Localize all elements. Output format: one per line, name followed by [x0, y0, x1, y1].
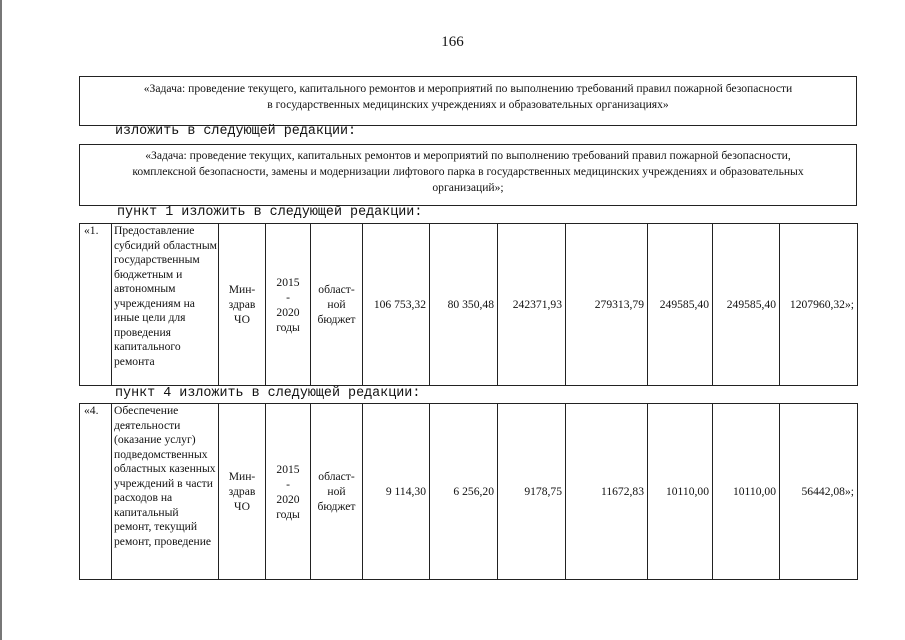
executor-line: Мин-: [228, 470, 256, 483]
period-line: -: [286, 477, 290, 491]
page-number: 166: [441, 34, 464, 50]
page-edge: [0, 0, 2, 640]
executor-cell: [219, 404, 266, 580]
new-task-line-1: «Задача: проведение текущих, капитальных ремонтов и мероприятий по выполнению требований правил пожарной безопасности,: [145, 149, 791, 162]
point4-instruction: пункт 4 изложить в следующей редакции:: [115, 386, 421, 401]
value-cell: 249585,40: [648, 224, 713, 386]
row-index: «1.: [80, 224, 112, 386]
period-line: 2020: [276, 492, 300, 506]
executor-line: ЧО: [234, 313, 250, 326]
value-cell: 9 114,30: [363, 404, 430, 580]
new-wording-instruction: изложить в следующей редакции:: [115, 124, 357, 139]
old-task-line-1: «Задача: проведение текущего, капитального ремонтов и мероприятий по выполнению требований правил пожарной безопасности: [143, 82, 793, 95]
executor-line: здрав: [228, 298, 256, 311]
source-line: област-: [318, 283, 355, 296]
period-cell: [266, 224, 311, 386]
new-task-line-2: комплексной безопасности, замены и модернизации лифтового парка в государственных медицинских учреждениях и образовательных: [132, 165, 804, 178]
value-cell: 249585,40: [713, 224, 780, 386]
source-cell: [311, 224, 363, 386]
value-cell: 242371,93: [498, 224, 566, 386]
period-line: 2020: [276, 305, 300, 319]
executor-line: ЧО: [234, 500, 250, 513]
value-cell: 6 256,20: [430, 404, 498, 580]
value-cell: 9178,75: [498, 404, 566, 580]
point4-table: [79, 403, 858, 580]
value-cell: 80 350,48: [430, 224, 498, 386]
point1-instruction: пункт 1 изложить в следующей редакции:: [117, 205, 423, 220]
source-line: бюджет: [317, 313, 356, 326]
new-task-box: [79, 144, 857, 206]
period-line: 2015: [276, 462, 300, 476]
value-cell: 10110,00: [713, 404, 780, 580]
source-cell: [311, 404, 363, 580]
old-task-box: [79, 76, 857, 126]
row-name: Обеспечение деятельности (оказание услуг) подведомственных областных казенных учреждений в части расходов на капитальный ремонт, текущий ремонт, проведение: [112, 404, 219, 580]
source-line: бюджет: [317, 500, 356, 513]
period-cell: [266, 404, 311, 580]
row-name: Предоставление субсидий областным государственным бюджетным и автономным учреждениям на иные цели для проведения капитального ремонта: [112, 224, 219, 386]
period-line: годы: [276, 507, 300, 521]
value-cell: 106 753,32: [363, 224, 430, 386]
point1-table: [79, 223, 858, 386]
source-line: ной: [327, 298, 346, 311]
value-cell: 10110,00: [648, 404, 713, 580]
new-task-line-3: организаций»;: [432, 181, 504, 194]
source-line: област-: [318, 470, 355, 483]
period-line: годы: [276, 320, 300, 334]
row-index: «4.: [80, 404, 112, 580]
executor-cell: [219, 224, 266, 386]
period-line: 2015: [276, 275, 300, 289]
executor-line: Мин-: [228, 283, 256, 296]
table-row: [80, 404, 858, 580]
executor-line: здрав: [228, 485, 256, 498]
table-row: [80, 224, 858, 386]
value-cell: 1207960,32»;: [780, 224, 858, 386]
period-line: -: [286, 290, 290, 304]
old-task-line-2: в государственных медицинских учреждениях и образовательных организациях»: [267, 98, 669, 111]
value-cell: 279313,79: [566, 224, 648, 386]
source-line: ной: [327, 485, 346, 498]
value-cell: 56442,08»;: [780, 404, 858, 580]
value-cell: 11672,83: [566, 404, 648, 580]
